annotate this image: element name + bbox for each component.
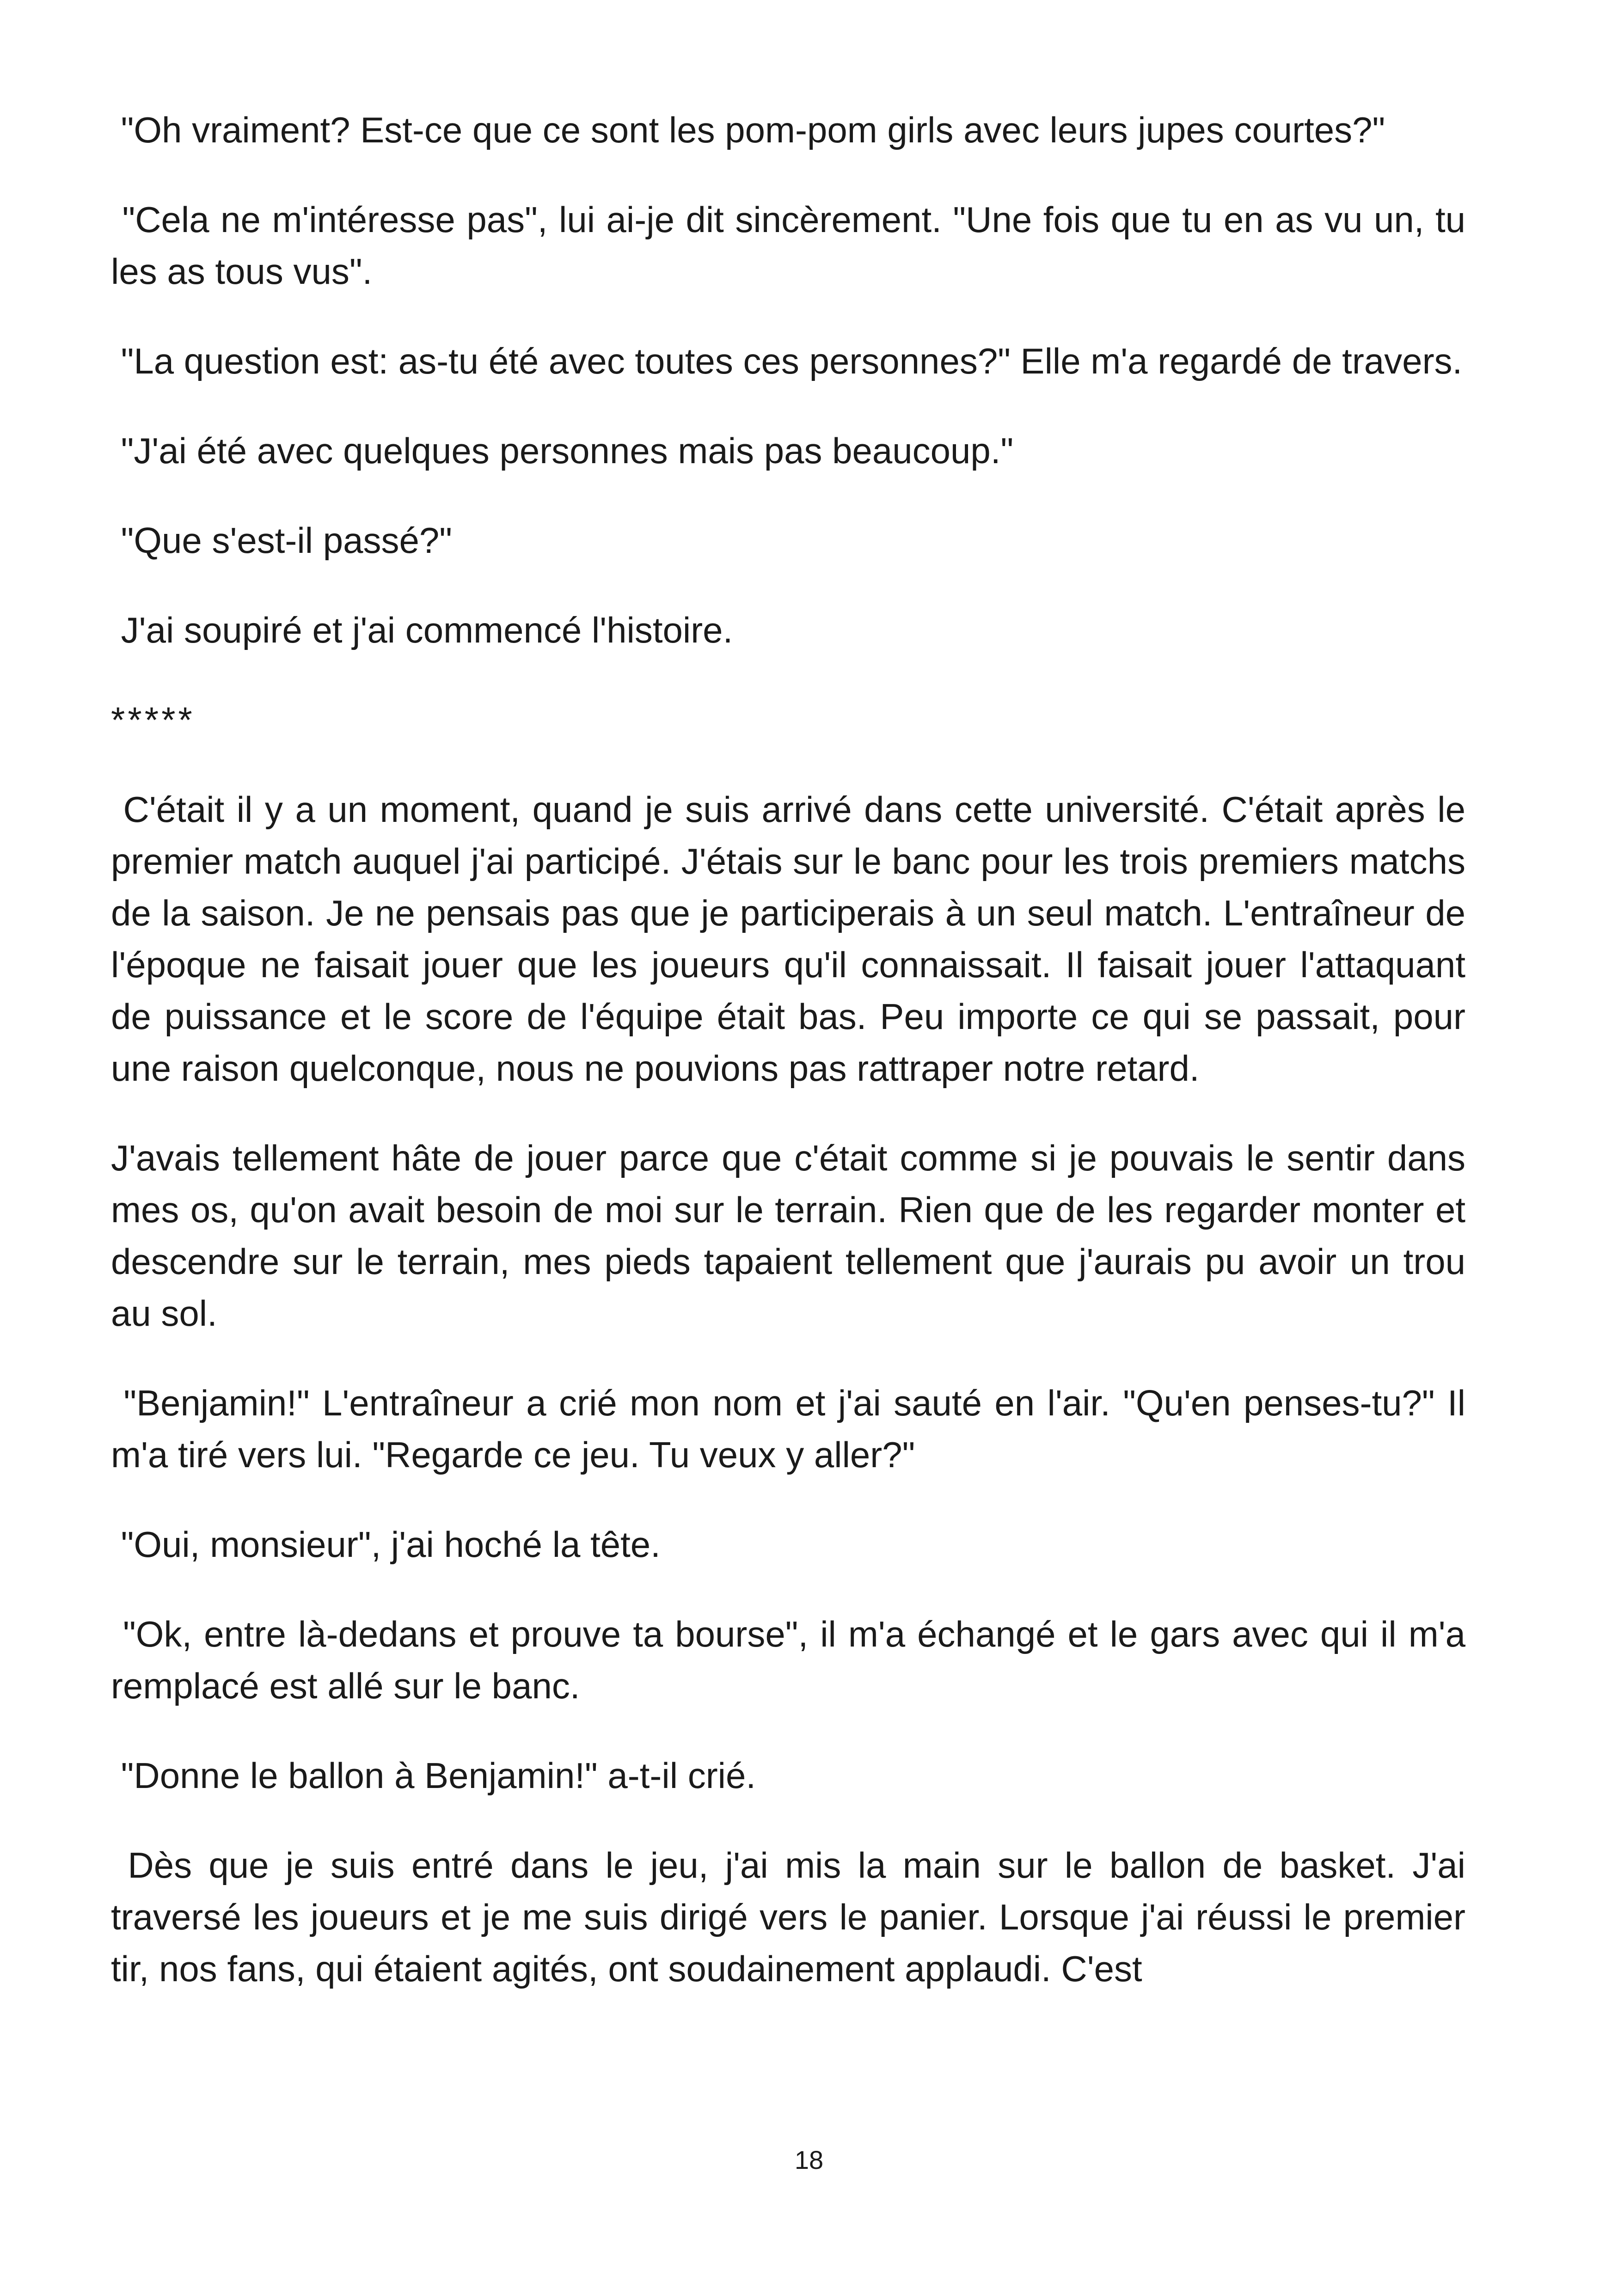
paragraph-10: "Oui, monsieur", j'ai hoché la tête. — [111, 1524, 661, 1565]
paragraph-9: "Benjamin!" L'entraîneur a crié mon nom et j'ai sauté en l'air. "Qu'en penses-tu?" Il m'a tiré vers lui. "Regarde ce jeu. Tu veux y aller?" — [111, 1383, 1476, 1475]
paragraph-6: J'ai soupiré et j'ai commencé l'histoire. — [111, 610, 733, 650]
scene-separator: ***** — [111, 699, 195, 740]
paragraph-11: "Ok, entre là-dedans et prouve ta bourse", il m'a échangé et le gars avec qui il m'a remplacé est allé sur le banc. — [111, 1614, 1476, 1706]
paragraph-12: "Donne le ballon à Benjamin!" a-t-il crié. — [111, 1755, 756, 1796]
paragraph-7: C'était il y a un moment, quand je suis arrivé dans cette université. C'était après le premier match auquel j'ai participé. J'étais sur le banc pour les trois premiers matchs de la saison. Je ne pensais pas que je participerais à un seul match. L'entraîneur de l'époque ne faisait jouer que les joueurs qu'il connaissait. Il faisait jouer l'attaquant de puissance et le score de l'équipe était bas. Peu importe ce qui se passait, pour une raison quelconque, nous ne pouvions pas rattraper notre retard. — [111, 789, 1476, 1089]
paragraph-3: "La question est: as-tu été avec toutes ces personnes?" Elle m'a regardé de travers. — [111, 341, 1463, 381]
paragraph-1: "Oh vraiment? Est-ce que ce sont les pom-pom girls avec leurs jupes courtes?" — [111, 110, 1385, 150]
paragraph-8: J'avais tellement hâte de jouer parce que c'était comme si je pouvais le sentir dans mes os, qu'on avait besoin de moi sur le terrain. Rien que de les regarder monter et descendre sur le terrain, mes pieds tapaient tellement que j'aurais pu avoir un trou au sol. — [111, 1138, 1476, 1334]
paragraph-5: "Que s'est-il passé?" — [111, 520, 452, 561]
body-text — [111, 104, 1476, 2033]
paragraph-2: "Cela ne m'intéresse pas", lui ai-je dit sincèrement. "Une fois que tu en as vu un, tu les as tous vus". — [111, 199, 1476, 292]
page-number: 18 — [794, 2145, 824, 2174]
paragraph-13: Dès que je suis entré dans le jeu, j'ai mis la main sur le ballon de basket. J'ai traversé les joueurs et je me suis dirigé vers le panier. Lorsque j'ai réussi le premier tir, nos fans, qui étaient agités, ont soudainement applaudi. C'est — [111, 1845, 1476, 1989]
paragraph-4: "J'ai été avec quelques personnes mais pas beaucoup." — [111, 430, 1014, 471]
